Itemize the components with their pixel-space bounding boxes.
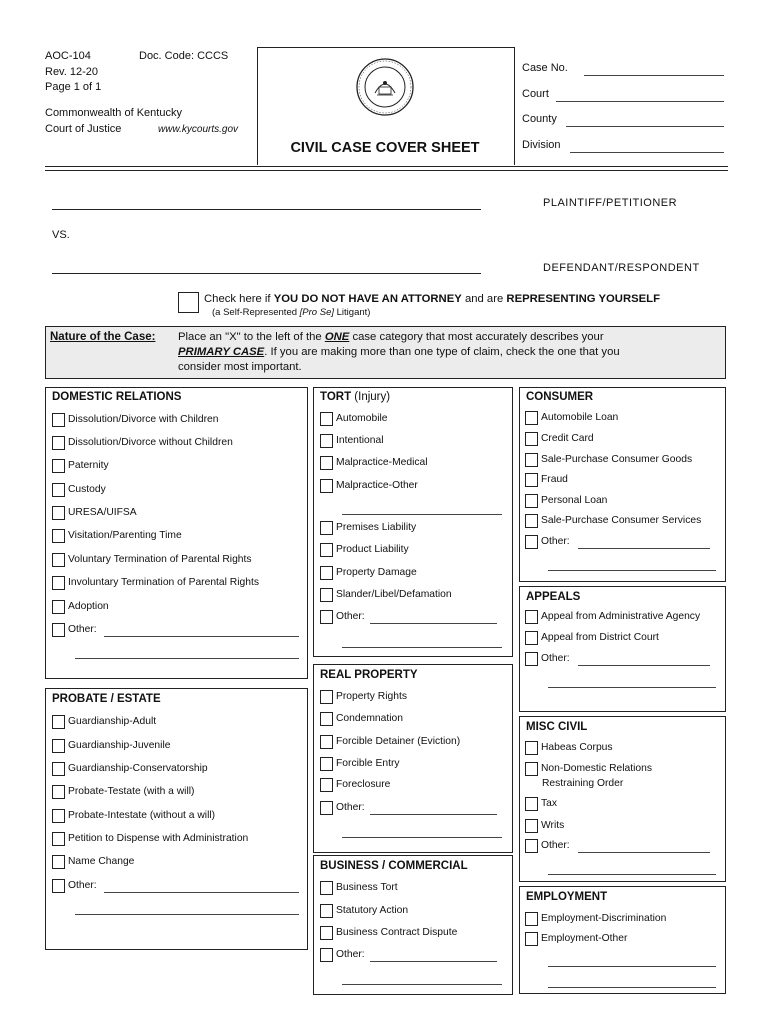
automobile-checkbox[interactable]	[320, 412, 333, 426]
forcible-entry-label: Forcible Entry	[336, 758, 400, 769]
nature-line-1: Place an "X" to the left of the ONE case category that most accurately describes your	[178, 331, 604, 343]
property-rights-label: Property Rights	[336, 691, 407, 702]
court-seal-icon	[355, 57, 415, 117]
org-name: Commonwealth of Kentucky	[45, 107, 182, 119]
guardianship-conservatorship-checkbox[interactable]	[52, 762, 65, 776]
business-contract-dispute-checkbox[interactable]	[320, 926, 333, 940]
other-checkbox[interactable]	[525, 535, 538, 549]
other-checkbox[interactable]	[525, 839, 538, 853]
consumer-other-field-2[interactable]	[548, 570, 716, 571]
product-liability-label: Product Liability	[336, 544, 409, 555]
domestic-relations-title: DOMESTIC RELATIONS	[52, 391, 182, 403]
business-commercial-title: BUSINESS / COMMERCIAL	[320, 860, 468, 872]
appeals-other-field[interactable]	[578, 665, 710, 666]
involuntary-termination-of-parental-rights-checkbox[interactable]	[52, 576, 65, 590]
website: www.kycourts.gov	[158, 124, 239, 135]
tort-other-field-2[interactable]	[342, 647, 502, 648]
tort-other-field[interactable]	[370, 623, 497, 624]
business-tort-label: Business Tort	[336, 882, 398, 893]
sale-purchase-consumer-goods-checkbox[interactable]	[525, 453, 538, 467]
sale-purchase-consumer-services-label: Sale-Purchase Consumer Services	[541, 515, 702, 526]
automobile-loan-checkbox[interactable]	[525, 411, 538, 425]
forcible-detainer-eviction-checkbox[interactable]	[320, 735, 333, 749]
appeals-other-field-2[interactable]	[548, 687, 716, 688]
product-liability-checkbox[interactable]	[320, 543, 333, 557]
business-other-field-2[interactable]	[342, 984, 502, 985]
probate-other-field-2[interactable]	[75, 914, 299, 915]
personal-loan-label: Personal Loan	[541, 495, 608, 506]
guardianship-juvenile-checkbox[interactable]	[52, 739, 65, 753]
visitation-parenting-time-checkbox[interactable]	[52, 529, 65, 543]
employment-other-checkbox[interactable]	[525, 932, 538, 946]
sale-purchase-consumer-goods-label: Sale-Purchase Consumer Goods	[541, 454, 693, 465]
case-number-label: Case No.	[522, 62, 568, 74]
condemnation-label: Condemnation	[336, 713, 403, 724]
credit-card-checkbox[interactable]	[525, 432, 538, 446]
misc-other-field[interactable]	[578, 852, 710, 853]
form-code: AOC-104	[45, 50, 91, 62]
real-property-other-field-2[interactable]	[342, 837, 502, 838]
custody-label: Custody	[68, 484, 106, 495]
revision: Rev. 12-20	[45, 66, 98, 78]
employment-discrimination-label: Employment-Discrimination	[541, 913, 667, 924]
malpractice-other-label: Malpractice-Other	[336, 480, 418, 491]
malpractice-medical-checkbox[interactable]	[320, 456, 333, 470]
appeal-from-district-court-label: Appeal from District Court	[541, 632, 659, 643]
uresa-uifsa-label: URESA/UIFSA	[68, 507, 137, 518]
self-represented-text: Check here if YOU DO NOT HAVE AN ATTORNEY and are REPRESENTING YOURSELF	[204, 293, 660, 305]
dissolution-divorce-without-children-checkbox[interactable]	[52, 436, 65, 450]
writs-checkbox[interactable]	[525, 819, 538, 833]
other-checkbox[interactable]	[320, 801, 333, 815]
other-checkbox[interactable]	[525, 652, 538, 666]
tort-blank-line[interactable]	[342, 514, 502, 515]
appeals-section	[519, 586, 726, 712]
misc-civil-title: MISC CIVIL	[526, 721, 588, 733]
business-commercial-section	[313, 855, 513, 995]
adoption-label: Adoption	[68, 601, 109, 612]
appeal-from-administrative-agency-label: Appeal from Administrative Agency	[541, 611, 701, 622]
dissolution-divorce-with-children-checkbox[interactable]	[52, 413, 65, 427]
habeas-corpus-checkbox[interactable]	[525, 741, 538, 755]
other-label: Other:	[336, 949, 365, 960]
uresa-uifsa-checkbox[interactable]	[52, 506, 65, 520]
condemnation-checkbox[interactable]	[320, 712, 333, 726]
probate-intestate-without-a-will-label: Probate-Intestate (without a will)	[68, 810, 216, 821]
guardianship-conservatorship-label: Guardianship-Conservatorship	[68, 763, 208, 774]
premises-liability-label: Premises Liability	[336, 522, 417, 533]
misc-other-field-2[interactable]	[548, 874, 716, 875]
intentional-checkbox[interactable]	[320, 434, 333, 448]
consumer-title: CONSUMER	[526, 391, 594, 403]
real-property-title: REAL PROPERTY	[320, 669, 418, 681]
county-field[interactable]	[566, 126, 724, 127]
premises-liability-checkbox[interactable]	[320, 521, 333, 535]
non-domestic-relations-label-line-2: Restraining Order	[542, 778, 624, 789]
non-domestic-relations-checkbox[interactable]	[525, 762, 538, 776]
intentional-label: Intentional	[336, 435, 384, 446]
non-domestic-relations-label: Non-Domestic Relations	[541, 763, 653, 774]
court-label: Court	[522, 88, 549, 100]
statutory-action-checkbox[interactable]	[320, 904, 333, 918]
malpractice-other-checkbox[interactable]	[320, 479, 333, 493]
nature-line-2: PRIMARY CASE. If you are making more than one type of claim, check the one that you	[178, 346, 620, 358]
probate-other-field[interactable]	[104, 892, 299, 893]
other-checkbox[interactable]	[52, 879, 65, 893]
page-number: Page 1 of 1	[45, 81, 102, 93]
business-contract-dispute-label: Business Contract Dispute	[336, 927, 458, 938]
appeals-title: APPEALS	[526, 591, 581, 603]
probate-testate-with-a-will-label: Probate-Testate (with a will)	[68, 786, 195, 797]
name-change-checkbox[interactable]	[52, 855, 65, 869]
tax-checkbox[interactable]	[525, 797, 538, 811]
consumer-other-field[interactable]	[578, 548, 710, 549]
court-field[interactable]	[556, 101, 724, 102]
other-checkbox[interactable]	[320, 610, 333, 624]
nature-line-3: consider most important.	[178, 361, 302, 373]
adoption-checkbox[interactable]	[52, 600, 65, 614]
statutory-action-label: Statutory Action	[336, 905, 409, 916]
appeal-from-administrative-agency-checkbox[interactable]	[525, 610, 538, 624]
appeal-from-district-court-checkbox[interactable]	[525, 631, 538, 645]
paternity-checkbox[interactable]	[52, 459, 65, 473]
other-label: Other:	[336, 611, 365, 622]
employment-blank-line-2[interactable]	[548, 987, 716, 988]
dissolution-divorce-without-children-label: Dissolution/Divorce without Children	[68, 437, 233, 448]
slander-libel-defamation-label: Slander/Libel/Defamation	[336, 589, 452, 600]
employment-other-label: Employment-Other	[541, 933, 628, 944]
guardianship-adult-label: Guardianship-Adult	[68, 716, 157, 727]
division-field[interactable]	[570, 152, 724, 153]
business-tort-checkbox[interactable]	[320, 881, 333, 895]
automobile-label: Automobile	[336, 413, 388, 424]
voluntary-termination-of-parental-rights-checkbox[interactable]	[52, 553, 65, 567]
property-damage-checkbox[interactable]	[320, 566, 333, 580]
other-label: Other:	[68, 624, 97, 635]
domestic-other-field[interactable]	[104, 636, 299, 637]
employment-blank-line[interactable]	[548, 966, 716, 967]
probate-testate-with-a-will-checkbox[interactable]	[52, 785, 65, 799]
writs-label: Writs	[541, 820, 565, 831]
nature-of-case-box	[45, 326, 726, 379]
tax-label: Tax	[541, 798, 558, 809]
forcible-entry-checkbox[interactable]	[320, 757, 333, 771]
petition-to-dispense-with-administration-checkbox[interactable]	[52, 832, 65, 846]
self-represented-subtext: (a Self-Represented [Pro Se] Litigant)	[212, 307, 371, 318]
other-checkbox[interactable]	[52, 623, 65, 637]
sale-purchase-consumer-services-checkbox[interactable]	[525, 514, 538, 528]
property-damage-label: Property Damage	[336, 567, 417, 578]
defendant-name-field[interactable]	[52, 273, 481, 274]
probate-estate-title: PROBATE / ESTATE	[52, 693, 161, 705]
plaintiff-label: PLAINTIFF/PETITIONER	[543, 197, 678, 209]
involuntary-termination-of-parental-rights-label: Involuntary Termination of Parental Rights	[68, 577, 259, 588]
name-change-label: Name Change	[68, 856, 135, 867]
property-rights-checkbox[interactable]	[320, 690, 333, 704]
fraud-label: Fraud	[541, 474, 568, 485]
dissolution-divorce-with-children-label: Dissolution/Divorce with Children	[68, 414, 219, 425]
employment-title: EMPLOYMENT	[526, 891, 608, 903]
versus-label: VS.	[52, 229, 70, 241]
domestic-other-field-2[interactable]	[75, 658, 299, 659]
other-label: Other:	[68, 880, 97, 891]
court-name: Court of Justice	[45, 123, 122, 135]
foreclosure-label: Foreclosure	[336, 779, 391, 790]
other-label: Other:	[541, 840, 570, 851]
defendant-label: DEFENDANT/RESPONDENT	[543, 262, 700, 274]
voluntary-termination-of-parental-rights-label: Voluntary Termination of Parental Rights	[68, 554, 252, 565]
other-label: Other:	[541, 536, 570, 547]
other-label: Other:	[336, 802, 365, 813]
habeas-corpus-label: Habeas Corpus	[541, 742, 613, 753]
probate-intestate-without-a-will-checkbox[interactable]	[52, 809, 65, 823]
doc-code: Doc. Code: CCCS	[139, 50, 229, 62]
business-other-field[interactable]	[370, 961, 497, 962]
plaintiff-name-field[interactable]	[52, 209, 481, 210]
visitation-parenting-time-label: Visitation/Parenting Time	[68, 530, 182, 541]
paternity-label: Paternity	[68, 460, 109, 471]
fraud-checkbox[interactable]	[525, 473, 538, 487]
real-property-other-field[interactable]	[370, 814, 497, 815]
county-label: County	[522, 113, 557, 125]
credit-card-label: Credit Card	[541, 433, 594, 444]
form-title: CIVIL CASE COVER SHEET	[290, 140, 480, 156]
tort-title: TORT (Injury)	[320, 391, 391, 403]
guardianship-adult-checkbox[interactable]	[52, 715, 65, 729]
self-represented-checkbox[interactable]	[178, 292, 199, 313]
personal-loan-checkbox[interactable]	[525, 494, 538, 508]
custody-checkbox[interactable]	[52, 483, 65, 497]
foreclosure-checkbox[interactable]	[320, 778, 333, 792]
case-number-field[interactable]	[584, 75, 724, 76]
malpractice-medical-label: Malpractice-Medical	[336, 457, 428, 468]
division-label: Division	[522, 139, 561, 151]
other-checkbox[interactable]	[320, 948, 333, 962]
petition-to-dispense-with-administration-label: Petition to Dispense with Administration	[68, 833, 249, 844]
other-label: Other:	[541, 653, 570, 664]
guardianship-juvenile-label: Guardianship-Juvenile	[68, 740, 171, 751]
nature-of-case-label: Nature of the Case:	[50, 331, 156, 343]
slander-libel-defamation-checkbox[interactable]	[320, 588, 333, 602]
automobile-loan-label: Automobile Loan	[541, 412, 619, 423]
employment-discrimination-checkbox[interactable]	[525, 912, 538, 926]
forcible-detainer-eviction-label: Forcible Detainer (Eviction)	[336, 736, 461, 747]
